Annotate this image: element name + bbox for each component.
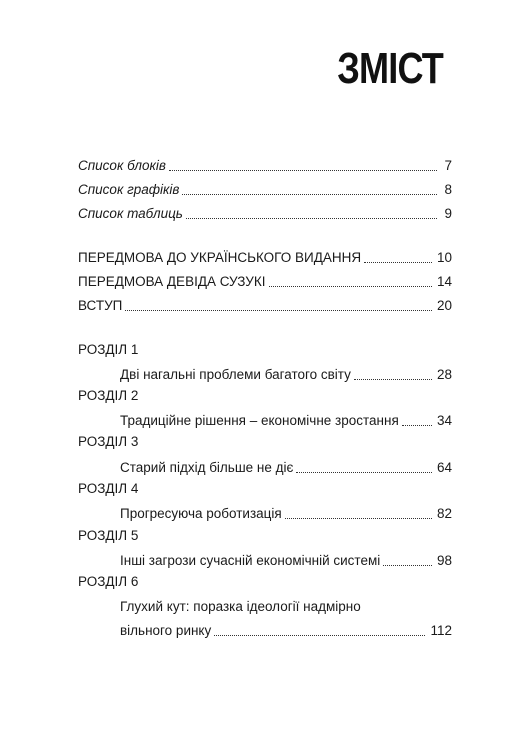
toc-entry-label: Традиційне рішення – економічне зростання bbox=[120, 413, 399, 428]
leader-dots bbox=[285, 518, 432, 519]
chapter-heading: РОЗДІЛ 2 bbox=[78, 388, 139, 403]
toc-entry-label: Список графіків bbox=[78, 182, 180, 197]
toc-entry-label: ВСТУП bbox=[78, 298, 123, 313]
toc-entry-label: Список таблиць bbox=[78, 206, 183, 221]
toc-entry-label: ПЕРЕДМОВА ДЕВІДА СУЗУКІ bbox=[78, 274, 266, 289]
toc-entry-chapter-4[interactable] bbox=[120, 505, 452, 523]
toc-entry-chapter-5[interactable] bbox=[120, 552, 452, 570]
leader-dots bbox=[383, 565, 432, 566]
toc-page-number: 64 bbox=[436, 460, 452, 475]
leader-dots bbox=[354, 379, 432, 380]
toc-page-number: 82 bbox=[436, 506, 452, 521]
leader-dots bbox=[182, 194, 437, 195]
chapter-heading: РОЗДІЛ 6 bbox=[78, 574, 139, 589]
leader-dots bbox=[269, 286, 432, 287]
toc-entry-label: Дві нагальні проблеми багатого світу bbox=[120, 367, 351, 382]
toc-entry-foreword-suzuki[interactable] bbox=[78, 273, 452, 291]
toc-entry-chapter-6-line1[interactable]: Глухий кут: поразка ідеології надмірно bbox=[120, 599, 361, 614]
toc-page-number: 98 bbox=[436, 553, 452, 568]
toc-entry-label: Список блоків bbox=[78, 158, 166, 173]
toc-page-number: 14 bbox=[436, 274, 452, 289]
toc-entry-foreword-ukrainian[interactable] bbox=[78, 249, 452, 267]
toc-entry-chapter-6[interactable] bbox=[120, 622, 452, 640]
toc-entry-list-tables[interactable] bbox=[78, 205, 452, 223]
toc-entry-label: вільного ринку bbox=[120, 623, 212, 638]
leader-dots bbox=[402, 425, 432, 426]
toc-entry-chapter-3[interactable] bbox=[120, 459, 452, 477]
toc-entry-introduction[interactable] bbox=[78, 297, 452, 315]
toc-page-number: 7 bbox=[444, 158, 452, 173]
leader-dots bbox=[186, 218, 437, 219]
toc-entry-label: Старий підхід більше не діє bbox=[120, 460, 294, 475]
toc-entry-list-charts[interactable] bbox=[78, 181, 452, 199]
leader-dots bbox=[296, 472, 432, 473]
page-title: ЗМІСТ bbox=[337, 44, 443, 93]
chapter-heading: РОЗДІЛ 5 bbox=[78, 528, 139, 543]
toc-page-number: 9 bbox=[444, 206, 452, 221]
toc-page-number: 20 bbox=[436, 298, 452, 313]
leader-dots bbox=[125, 310, 432, 311]
toc-entry-label: Прогресуюча роботизація bbox=[120, 506, 282, 521]
toc-page-number: 28 bbox=[436, 367, 452, 382]
leader-dots bbox=[169, 170, 437, 171]
chapter-heading: РОЗДІЛ 4 bbox=[78, 481, 139, 496]
toc-entry-chapter-2[interactable] bbox=[120, 412, 452, 430]
toc-entry-chapter-1[interactable] bbox=[120, 366, 452, 384]
toc-entry-list-blocks[interactable] bbox=[78, 157, 452, 175]
toc-page-number: 10 bbox=[436, 250, 452, 265]
chapter-heading: РОЗДІЛ 3 bbox=[78, 434, 139, 449]
leader-dots bbox=[364, 262, 432, 263]
leader-dots bbox=[214, 635, 425, 636]
chapter-heading: РОЗДІЛ 1 bbox=[78, 342, 139, 357]
toc-entry-label: Інші загрози сучасній економічній системі bbox=[120, 553, 381, 568]
toc-page-number: 34 bbox=[436, 413, 452, 428]
toc-page-number: 112 bbox=[430, 623, 452, 638]
toc-entry-label: ПЕРЕДМОВА ДО УКРАЇНСЬКОГО ВИДАННЯ bbox=[78, 250, 362, 265]
toc-page-number: 8 bbox=[444, 182, 452, 197]
